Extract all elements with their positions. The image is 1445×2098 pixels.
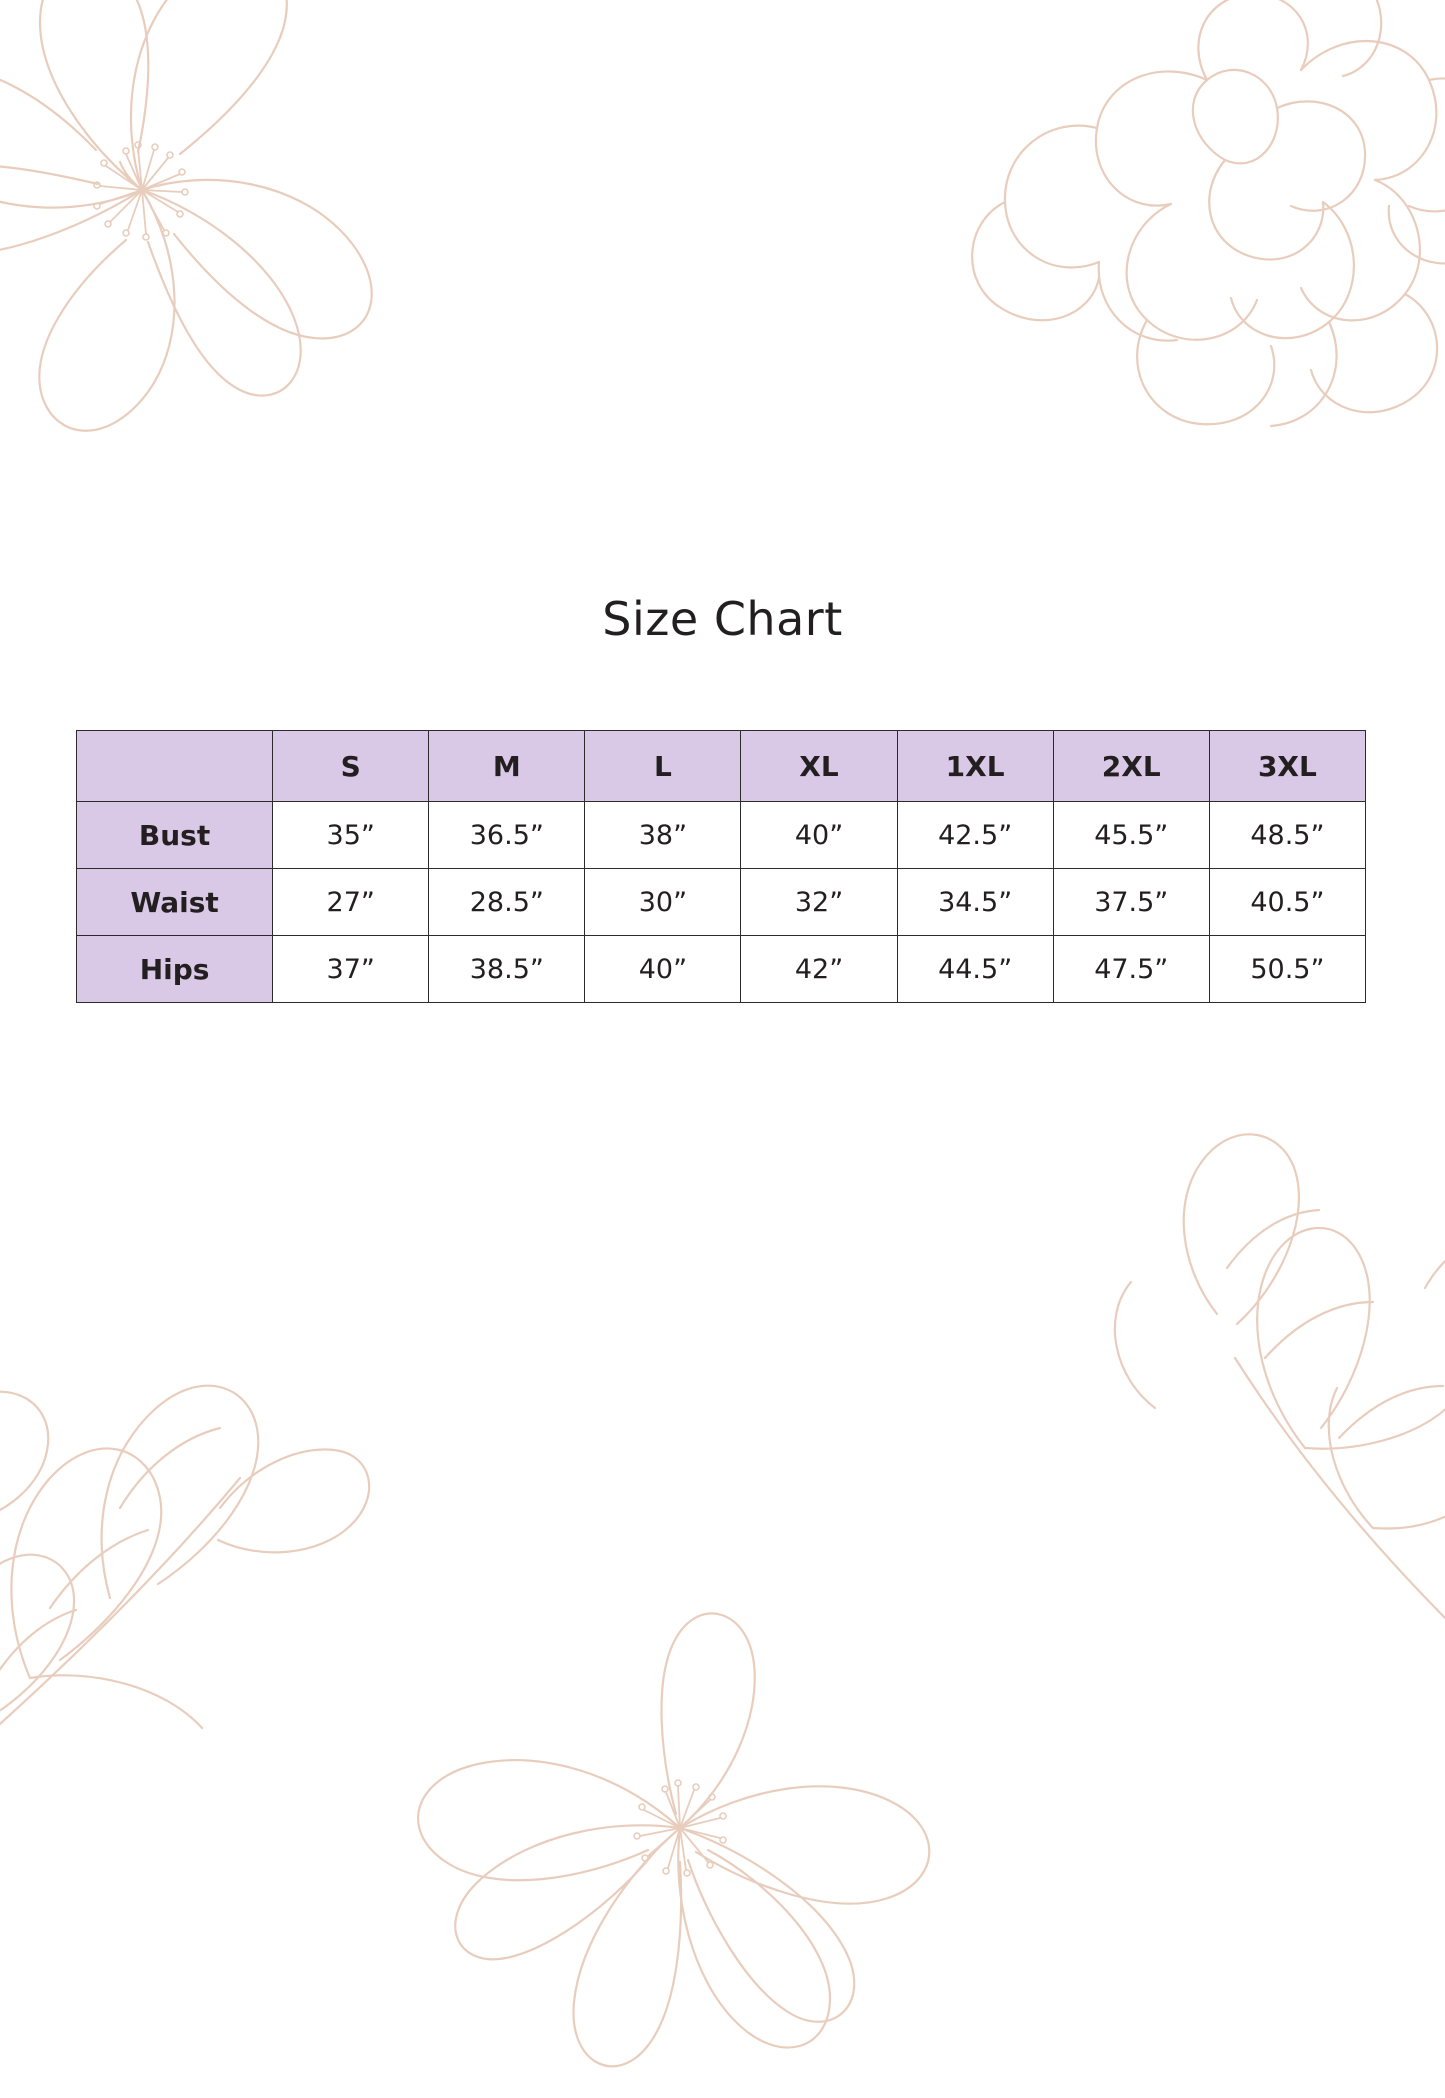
row-header-waist: Waist <box>77 869 273 936</box>
cell-waist-s: 27” <box>273 869 429 936</box>
column-header-1xl: 1XL <box>897 731 1053 802</box>
page-title: Size Chart <box>602 592 843 646</box>
cell-bust-1xl: 42.5” <box>897 802 1053 869</box>
cell-waist-2xl: 37.5” <box>1053 869 1209 936</box>
cell-hips-1xl: 44.5” <box>897 936 1053 1003</box>
cell-hips-xl: 42” <box>741 936 897 1003</box>
cell-hips-3xl: 50.5” <box>1209 936 1365 1003</box>
table-row <box>77 869 1366 936</box>
cell-waist-xl: 32” <box>741 869 897 936</box>
cell-bust-l: 38” <box>585 802 741 869</box>
cell-bust-m: 36.5” <box>429 802 585 869</box>
flower-line-art-top-left <box>0 0 400 460</box>
table-row <box>77 802 1366 869</box>
cell-waist-1xl: 34.5” <box>897 869 1053 936</box>
cell-bust-s: 35” <box>273 802 429 869</box>
row-header-hips: Hips <box>77 936 273 1003</box>
cell-bust-xl: 40” <box>741 802 897 869</box>
row-header-bust: Bust <box>77 802 273 869</box>
cell-hips-s: 37” <box>273 936 429 1003</box>
table-corner-cell <box>77 731 273 802</box>
cell-bust-3xl: 48.5” <box>1209 802 1365 869</box>
column-header-2xl: 2XL <box>1053 731 1209 802</box>
cell-waist-l: 30” <box>585 869 741 936</box>
flower-line-art-bottom-center <box>280 1578 1040 2098</box>
column-header-3xl: 3XL <box>1209 731 1365 802</box>
cell-waist-m: 28.5” <box>429 869 585 936</box>
size-chart-table <box>76 730 1366 1003</box>
column-header-s: S <box>273 731 429 802</box>
column-header-m: M <box>429 731 585 802</box>
leaf-line-art-bottom-left <box>0 1178 430 1798</box>
cell-bust-2xl: 45.5” <box>1053 802 1209 869</box>
cell-hips-m: 38.5” <box>429 936 585 1003</box>
cell-hips-l: 40” <box>585 936 741 1003</box>
table-row <box>77 936 1366 1003</box>
table-header-row <box>77 731 1366 802</box>
column-header-l: L <box>585 731 741 802</box>
flower-line-art-top-right <box>945 0 1445 450</box>
size-chart-table-container <box>76 730 1366 1003</box>
column-header-xl: XL <box>741 731 897 802</box>
cell-hips-2xl: 47.5” <box>1053 936 1209 1003</box>
cell-waist-3xl: 40.5” <box>1209 869 1365 936</box>
leaf-line-art-bottom-right <box>1005 1108 1445 1668</box>
